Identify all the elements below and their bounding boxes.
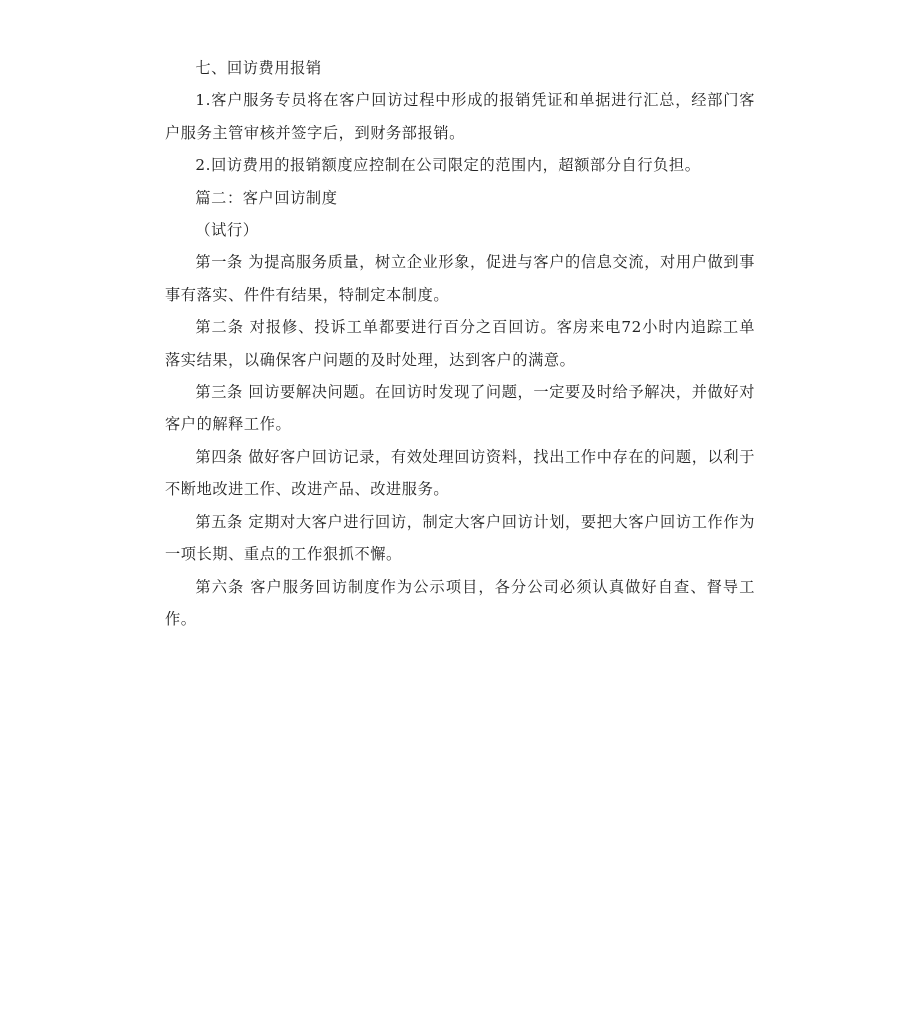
section-heading-expense-reimbursement: 七、回访费用报销 bbox=[195, 59, 322, 77]
article-4: 第四条 做好客户回访记录，有效处理回访资料，找出工作中存在的问题，以利于不断地改进工作、改进产品、改进服务。 bbox=[165, 447, 755, 499]
paragraph-reimbursement-rule-1: 1.客户服务专员将在客户回访过程中形成的报销凭证和单据进行汇总，经部门客户服务主管审核并签字后，到财务部报销。 bbox=[165, 91, 755, 142]
article-1: 第一条 为提高服务质量，树立企业形象，促进与客户的信息交流，对用户做到事事有落实、件件有结果，特制定本制度。 bbox=[165, 253, 755, 304]
trial-note: （试行） bbox=[195, 221, 259, 240]
paragraph-reimbursement-rule-2: 2.回访费用的报销额度应控制在公司限定的范围内，超额部分自行负担。 bbox=[195, 156, 701, 175]
article-6: 第六条 客户服务回访制度作为公示项目，各分公司必须认真做好自查、督导工作。 bbox=[165, 577, 755, 628]
document-page bbox=[165, 52, 755, 635]
article-2: 第二条 对报修、投诉工单都要进行百分之百回访。客房来电72小时内追踪工单落实结果，以确保客户问题的及时处理，达到客户的满意。 bbox=[165, 318, 755, 369]
article-3: 第三条 回访要解决问题。在回访时发现了问题，一定要及时给予解决，并做好对客户的解释工作。 bbox=[165, 383, 755, 434]
chapter-heading-client-follow-up-policy: 篇二：客户回访制度 bbox=[195, 188, 338, 207]
article-5: 第五条 定期对大客户进行回访，制定大客户回访计划，要把大客户回访工作作为一项长期、重点的工作狠抓不懈。 bbox=[165, 512, 755, 564]
